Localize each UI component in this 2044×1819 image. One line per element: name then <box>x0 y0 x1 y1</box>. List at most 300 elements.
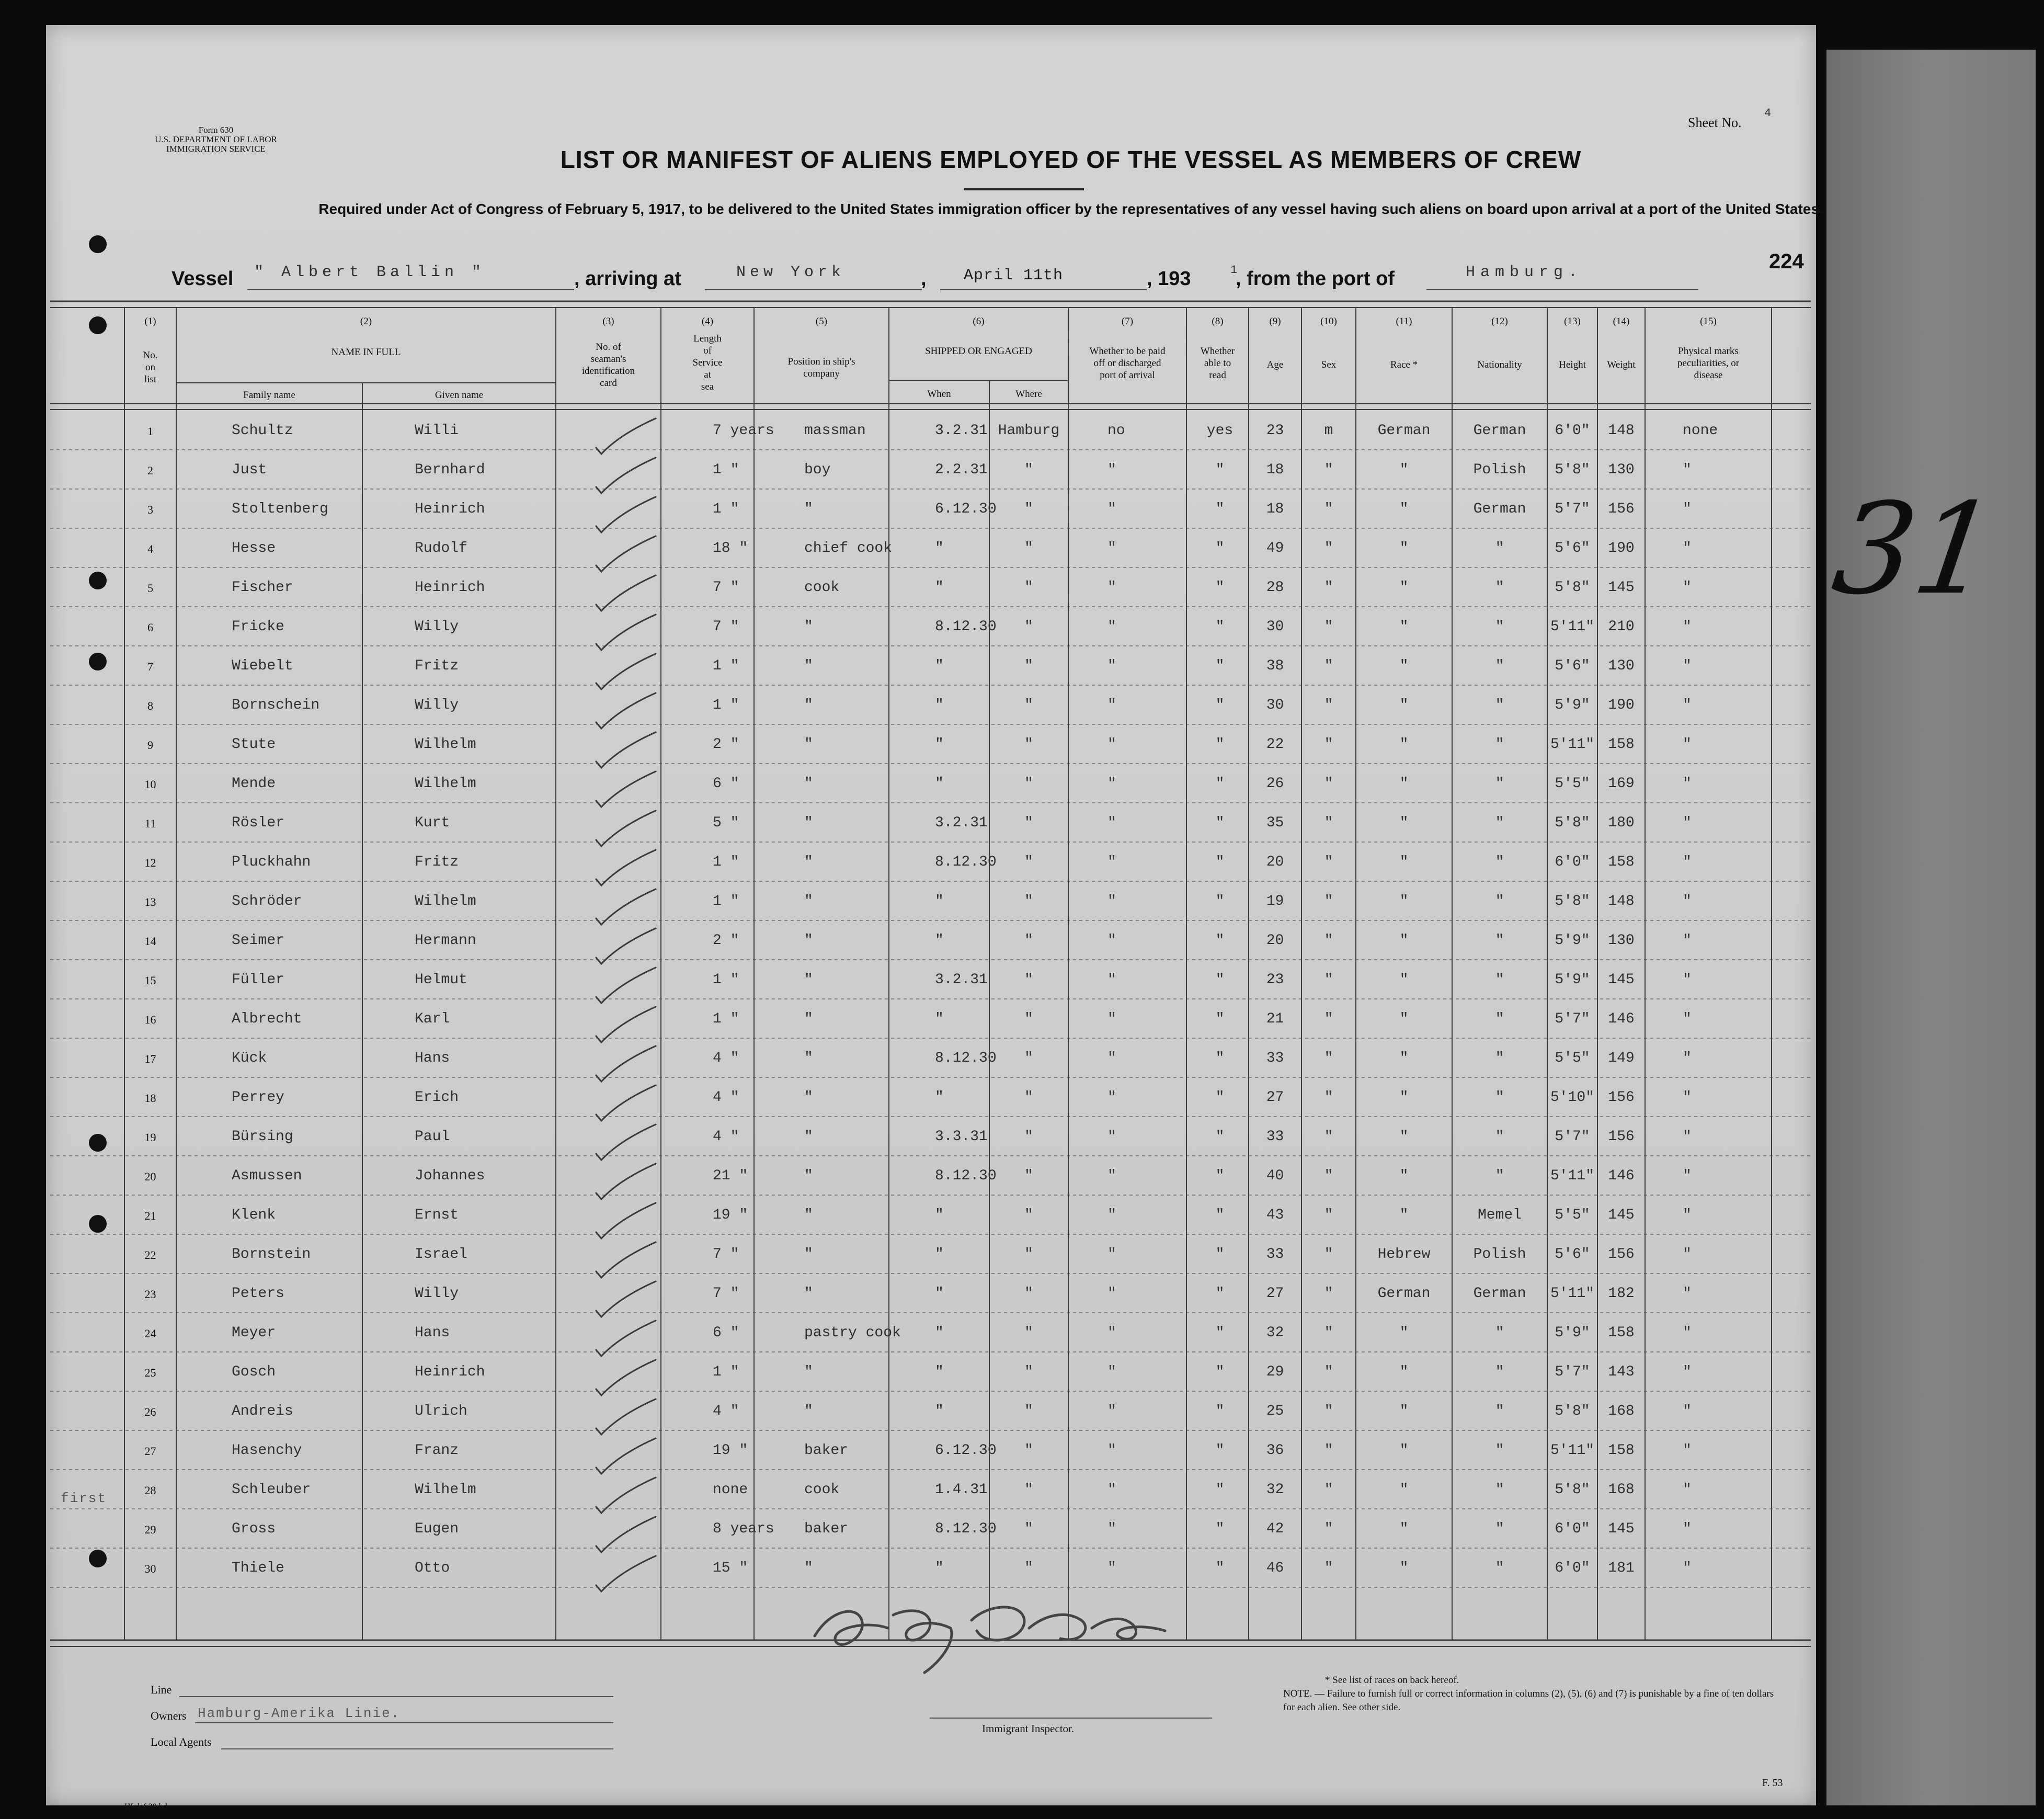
from-port: Hamburg. <box>1466 264 1583 281</box>
ship-position: " <box>804 1011 813 1027</box>
adjacent-page-edge <box>1826 50 2036 1805</box>
race: " <box>1399 619 1409 635</box>
given-name: Heinrich <box>415 501 485 517</box>
length-of-service: 1 " <box>713 1011 739 1027</box>
race: " <box>1399 462 1409 478</box>
paid-off: " <box>1107 619 1116 635</box>
ship-position: " <box>804 658 813 674</box>
given-name: Rudolf <box>415 540 467 556</box>
shipped-where: " <box>1024 815 1033 831</box>
length-of-service: 5 " <box>713 815 739 831</box>
col-head-name-in-full: NAME IN FULL <box>331 347 401 358</box>
shipped-where: " <box>1024 933 1033 949</box>
age: 33 <box>1266 1050 1284 1066</box>
shipped-when: " <box>935 1207 944 1223</box>
able-to-read: " <box>1215 893 1225 910</box>
shipped-where: " <box>1024 579 1033 596</box>
shipped-where: " <box>1024 1403 1033 1419</box>
paid-off: " <box>1107 1442 1116 1459</box>
length-of-service: 1 " <box>713 462 739 478</box>
family-name: Klenk <box>232 1207 276 1223</box>
length-of-service: 7 " <box>713 619 739 635</box>
col-num-10: (10) <box>1320 316 1337 327</box>
weight: 180 <box>1608 815 1635 831</box>
able-to-read: " <box>1215 972 1225 988</box>
length-of-service: 15 " <box>713 1560 748 1576</box>
weight: 158 <box>1608 854 1635 870</box>
length-of-service: 4 " <box>713 1050 739 1066</box>
nationality: " <box>1495 736 1504 753</box>
row-number: 11 <box>144 817 156 830</box>
footer-note-star: * See list of races on back hereof. <box>1325 1675 1459 1686</box>
length-of-service: 6 " <box>713 776 739 792</box>
length-of-service: 21 " <box>713 1168 748 1184</box>
able-to-read: " <box>1215 1129 1225 1145</box>
able-to-read: " <box>1215 1521 1225 1537</box>
sex: " <box>1324 501 1333 517</box>
shipped-where: " <box>1024 1286 1033 1302</box>
nationality: " <box>1495 1403 1504 1419</box>
table-row <box>46 1364 1816 1403</box>
able-to-read: " <box>1215 854 1225 870</box>
shipped-when: " <box>935 1403 944 1419</box>
margin-number <box>1825 471 2013 628</box>
race: " <box>1399 893 1409 910</box>
col-num-11: (11) <box>1396 316 1412 327</box>
physical-marks: " <box>1683 1286 1692 1302</box>
sex: " <box>1324 854 1333 870</box>
age: 29 <box>1266 1364 1284 1380</box>
shipped-when: 6.12.30 <box>935 501 997 517</box>
page-subtitle: Required under Act of Congress of February 5, 1917, to be delivered to the United States immigration officer by the representatives of any vessel having such aliens on board upon arrival at a port of the United States. <box>318 201 1823 217</box>
table-row <box>46 1011 1816 1050</box>
weight: 182 <box>1608 1286 1635 1302</box>
ship-position: " <box>804 893 813 910</box>
nationality: " <box>1495 1560 1504 1576</box>
race: Hebrew <box>1377 1246 1431 1263</box>
row-number: 9 <box>147 738 153 752</box>
family-name: Fricke <box>232 619 284 635</box>
family-name: Schultz <box>232 423 293 439</box>
given-name: Hans <box>415 1325 450 1341</box>
row-number: 7 <box>147 660 153 673</box>
nationality: " <box>1495 1011 1504 1027</box>
col-head-nationality: Nationality <box>1477 359 1522 370</box>
sex: " <box>1324 1521 1333 1537</box>
family-name: Stute <box>232 736 276 753</box>
age: 40 <box>1266 1168 1284 1184</box>
shipped-when: " <box>935 1011 944 1027</box>
row-number: 28 <box>144 1484 156 1497</box>
shipped-when: " <box>935 736 944 753</box>
col-num-9: (9) <box>1269 316 1281 327</box>
shipped-when: 3.2.31 <box>935 423 988 439</box>
physical-marks: " <box>1683 1207 1692 1223</box>
physical-marks: " <box>1683 1364 1692 1380</box>
shipped-where: " <box>1024 972 1033 988</box>
given-name: Erich <box>415 1089 459 1106</box>
weight: 210 <box>1608 619 1635 635</box>
paid-off: " <box>1107 1168 1116 1184</box>
weight: 156 <box>1608 1129 1635 1145</box>
height: 5'9" <box>1555 697 1590 713</box>
height: 5'6" <box>1555 658 1590 674</box>
weight: 148 <box>1608 423 1635 439</box>
age: 25 <box>1266 1403 1284 1419</box>
physical-marks: " <box>1683 1442 1692 1459</box>
paid-off: " <box>1107 540 1116 556</box>
shipped-where: " <box>1024 1364 1033 1380</box>
weight: 156 <box>1608 1089 1635 1106</box>
ship-position: cook <box>804 1482 840 1498</box>
table-row <box>46 893 1816 932</box>
table-row <box>46 579 1816 618</box>
from-port-label: , from the port of <box>1236 268 1395 290</box>
ship-position: " <box>804 972 813 988</box>
form-label: Form 630 U.S. DEPARTMENT OF LABOR IMMIGRATION SERVICE <box>155 125 277 154</box>
race: " <box>1399 854 1409 870</box>
weight: 130 <box>1608 933 1635 949</box>
physical-marks: " <box>1683 619 1692 635</box>
shipped-when: " <box>935 1325 944 1341</box>
table-row <box>46 1442 1816 1481</box>
age: 18 <box>1266 462 1284 478</box>
shipped-where: " <box>1024 501 1033 517</box>
given-name: Franz <box>415 1442 459 1459</box>
family-name: Gosch <box>232 1364 276 1380</box>
able-to-read: " <box>1215 1246 1225 1263</box>
punch-hole <box>89 653 107 670</box>
family-name: Fischer <box>232 579 293 596</box>
able-to-read: " <box>1215 658 1225 674</box>
given-name: Heinrich <box>415 1364 485 1380</box>
shipped-where: " <box>1024 1521 1033 1537</box>
height: 6'0" <box>1555 1521 1590 1537</box>
physical-marks: " <box>1683 1129 1692 1145</box>
length-of-service: 19 " <box>713 1207 748 1223</box>
height: 5'9" <box>1555 1325 1590 1341</box>
row-number: 21 <box>144 1209 156 1222</box>
race: " <box>1399 1050 1409 1066</box>
vessel-label: Vessel <box>172 268 234 290</box>
race: " <box>1399 697 1409 713</box>
given-name: Eugen <box>415 1521 459 1537</box>
length-of-service: 4 " <box>713 1089 739 1106</box>
able-to-read: " <box>1215 1364 1225 1380</box>
nationality: " <box>1495 1129 1504 1145</box>
ship-position: cook <box>804 579 840 596</box>
paid-off: " <box>1107 462 1116 478</box>
shipped-when: " <box>935 1286 944 1302</box>
col-num-1: (1) <box>144 316 156 327</box>
physical-marks: " <box>1683 1403 1692 1419</box>
weight: 156 <box>1608 501 1635 517</box>
table-row <box>46 1521 1816 1560</box>
height: 5'5" <box>1555 1050 1590 1066</box>
able-to-read: " <box>1215 579 1225 596</box>
height: 5'11" <box>1550 1168 1594 1184</box>
age: 20 <box>1266 854 1284 870</box>
table-row <box>46 736 1816 775</box>
family-name: Füller <box>232 972 284 988</box>
race: " <box>1399 933 1409 949</box>
row-number: 10 <box>144 778 156 791</box>
punch-hole <box>89 316 107 334</box>
length-of-service: 2 " <box>713 736 739 753</box>
shipped-where: Hamburg <box>998 423 1060 439</box>
table-row <box>46 776 1816 814</box>
family-name: Rösler <box>232 815 284 831</box>
race: German <box>1377 1286 1431 1302</box>
ship-position: " <box>804 736 813 753</box>
year-suffix: 1 <box>1230 264 1239 277</box>
paid-off: " <box>1107 1129 1116 1145</box>
paid-off: no <box>1107 423 1125 439</box>
shipped-where: " <box>1024 697 1033 713</box>
weight: 130 <box>1608 462 1635 478</box>
weight: 130 <box>1608 658 1635 674</box>
sex: " <box>1324 1442 1333 1459</box>
age: 18 <box>1266 501 1284 517</box>
able-to-read: " <box>1215 1482 1225 1498</box>
footer-line-label: Line <box>151 1683 172 1696</box>
able-to-read: " <box>1215 462 1225 478</box>
length-of-service: none <box>713 1482 748 1498</box>
able-to-read: " <box>1215 1089 1225 1106</box>
age: 32 <box>1266 1325 1284 1341</box>
row-number: 13 <box>144 895 156 908</box>
table-row <box>46 619 1816 657</box>
length-of-service: 4 " <box>713 1129 739 1145</box>
able-to-read: " <box>1215 736 1225 753</box>
ship-position: " <box>804 933 813 949</box>
weight: 190 <box>1608 697 1635 713</box>
length-of-service: 7 years <box>713 423 774 439</box>
weight: 145 <box>1608 972 1635 988</box>
ship-position: boy <box>804 462 831 478</box>
sex: " <box>1324 658 1333 674</box>
given-name: Otto <box>415 1560 450 1576</box>
ship-position: " <box>804 697 813 713</box>
height: 5'8" <box>1555 1403 1590 1419</box>
family-name: Asmussen <box>232 1168 302 1184</box>
nationality: German <box>1473 501 1526 517</box>
nationality: " <box>1495 579 1504 596</box>
col-head-family-name: Family name <box>243 390 295 401</box>
able-to-read: " <box>1215 619 1225 635</box>
given-name: Wilhelm <box>415 1482 476 1498</box>
given-name: Ulrich <box>415 1403 467 1419</box>
weight: 146 <box>1608 1168 1635 1184</box>
ship-position: massman <box>804 423 866 439</box>
given-name: Bernhard <box>415 462 485 478</box>
race: " <box>1399 972 1409 988</box>
length-of-service: 19 " <box>713 1442 748 1459</box>
card-check-mark <box>558 1550 658 1607</box>
ship-position: " <box>804 1403 813 1419</box>
able-to-read: " <box>1215 815 1225 831</box>
family-name: Bornstein <box>232 1246 311 1263</box>
shipped-when: " <box>935 933 944 949</box>
nationality: " <box>1495 1521 1504 1537</box>
sex: m <box>1324 423 1333 439</box>
given-name: Ernst <box>415 1207 459 1223</box>
able-to-read: " <box>1215 1325 1225 1341</box>
physical-marks: " <box>1683 893 1692 910</box>
physical-marks: " <box>1683 776 1692 792</box>
age: 20 <box>1266 933 1284 949</box>
col-head-weight: Weight <box>1607 359 1636 370</box>
length-of-service: 4 " <box>713 1403 739 1419</box>
height: 5'9" <box>1555 972 1590 988</box>
weight: 168 <box>1608 1482 1635 1498</box>
sheet-no-value: 4 <box>1764 107 1773 120</box>
paid-off: " <box>1107 1011 1116 1027</box>
length-of-service: 1 " <box>713 697 739 713</box>
given-name: Willy <box>415 1286 459 1302</box>
col-head-paid-off: Whether to be paid off or discharged port of arrival <box>1089 346 1166 381</box>
footer-note <box>1283 1674 1785 1714</box>
nationality: Polish <box>1473 462 1526 478</box>
age: 23 <box>1266 972 1284 988</box>
shipped-where: " <box>1024 1129 1033 1145</box>
physical-marks: " <box>1683 1325 1692 1341</box>
given-name: Willy <box>415 697 459 713</box>
physical-marks: " <box>1683 1050 1692 1066</box>
row-number: 19 <box>144 1131 156 1144</box>
ship-position: " <box>804 776 813 792</box>
age: 27 <box>1266 1089 1284 1106</box>
col-num-12: (12) <box>1491 316 1508 327</box>
shipped-where: " <box>1024 1168 1033 1184</box>
paid-off: " <box>1107 658 1116 674</box>
col-num-5: (5) <box>815 316 828 327</box>
sex: " <box>1324 1089 1333 1106</box>
family-name: Bürsing <box>232 1129 293 1145</box>
sex: " <box>1324 697 1333 713</box>
nationality: " <box>1495 658 1504 674</box>
shipped-when: 6.12.30 <box>935 1442 997 1459</box>
age: 21 <box>1266 1011 1284 1027</box>
length-of-service: 1 " <box>713 972 739 988</box>
shipped-when: " <box>935 893 944 910</box>
shipped-where: " <box>1024 1089 1033 1106</box>
col-head-height: Height <box>1559 359 1586 370</box>
row-number: 14 <box>144 935 156 948</box>
table-row <box>46 1246 1816 1285</box>
able-to-read: " <box>1215 933 1225 949</box>
age: 22 <box>1266 736 1284 753</box>
margin-number-text: 31 <box>1825 476 2006 622</box>
given-name: Wilhelm <box>415 893 476 910</box>
col-head-given-name: Given name <box>435 390 484 401</box>
age: 26 <box>1266 776 1284 792</box>
paid-off: " <box>1107 1560 1116 1576</box>
col-num-14: (14) <box>1613 316 1630 327</box>
ship-position: " <box>804 854 813 870</box>
sex: " <box>1324 736 1333 753</box>
race: " <box>1399 776 1409 792</box>
shipped-when: 2.2.31 <box>935 462 988 478</box>
nationality: " <box>1495 697 1504 713</box>
ship-position: " <box>804 1050 813 1066</box>
nationality: " <box>1495 1325 1504 1341</box>
punch-hole <box>89 1215 107 1233</box>
able-to-read: yes <box>1206 423 1234 439</box>
col-head-length-of-service: Length of Service at sea <box>692 333 723 392</box>
race: " <box>1399 1325 1409 1341</box>
row-number: 30 <box>144 1562 156 1575</box>
row-number: 22 <box>144 1248 156 1261</box>
given-name: Wilhelm <box>415 776 476 792</box>
sex: " <box>1324 1286 1333 1302</box>
age: 30 <box>1266 619 1284 635</box>
age: 33 <box>1266 1129 1284 1145</box>
given-name: Wilhelm <box>415 736 476 753</box>
ship-position: " <box>804 1364 813 1380</box>
height: 5'8" <box>1555 579 1590 596</box>
shipped-where: " <box>1024 776 1033 792</box>
sex: " <box>1324 1168 1333 1184</box>
row-number: 15 <box>144 974 156 987</box>
race: " <box>1399 736 1409 753</box>
weight: 190 <box>1608 540 1635 556</box>
able-to-read: " <box>1215 501 1225 517</box>
row-number: 3 <box>147 503 153 516</box>
sex: " <box>1324 1207 1333 1223</box>
row-number: 17 <box>144 1052 156 1065</box>
length-of-service: 1 " <box>713 854 739 870</box>
nationality: Memel <box>1477 1207 1522 1223</box>
race: " <box>1399 1089 1409 1106</box>
shipped-where: " <box>1024 1246 1033 1263</box>
nationality: Polish <box>1473 1246 1526 1263</box>
age: 19 <box>1266 893 1284 910</box>
ship-position: " <box>804 501 813 517</box>
height: 5'11" <box>1550 1442 1594 1459</box>
table-row <box>46 423 1816 461</box>
paid-off: " <box>1107 1207 1116 1223</box>
sex: " <box>1324 1050 1333 1066</box>
row-number: 29 <box>144 1523 156 1536</box>
manifest-sheet <box>46 25 1823 1811</box>
physical-marks: " <box>1683 736 1692 753</box>
col-head-physical-marks: Physical marks peculiarities, or disease <box>1677 346 1740 381</box>
given-name: Hermann <box>415 933 476 949</box>
footer-note-text: NOTE. — Failure to furnish full or correct information in columns (2), (5), (6) and (7) is punishable by a fine of ten dollars for each alien. See other side. <box>1283 1688 1774 1713</box>
ship-position: " <box>804 619 813 635</box>
shipped-when: " <box>935 1560 944 1576</box>
footer-agents-label: Local Agents <box>151 1735 212 1748</box>
paid-off: " <box>1107 697 1116 713</box>
physical-marks: " <box>1683 1011 1692 1027</box>
physical-marks: none <box>1683 423 1718 439</box>
table-row <box>46 972 1816 1010</box>
height: 5'8" <box>1555 1482 1590 1498</box>
age: 23 <box>1266 423 1284 439</box>
age: 38 <box>1266 658 1284 674</box>
paid-off: " <box>1107 1286 1116 1302</box>
weight: 158 <box>1608 1325 1635 1341</box>
race: " <box>1399 579 1409 596</box>
given-name: Hans <box>415 1050 450 1066</box>
shipped-where: " <box>1024 1011 1033 1027</box>
height: 5'8" <box>1555 462 1590 478</box>
col-head-when: When <box>927 389 951 400</box>
able-to-read: " <box>1215 776 1225 792</box>
col-head-no-on-list: No. on list <box>143 350 158 385</box>
physical-marks: " <box>1683 1246 1692 1263</box>
